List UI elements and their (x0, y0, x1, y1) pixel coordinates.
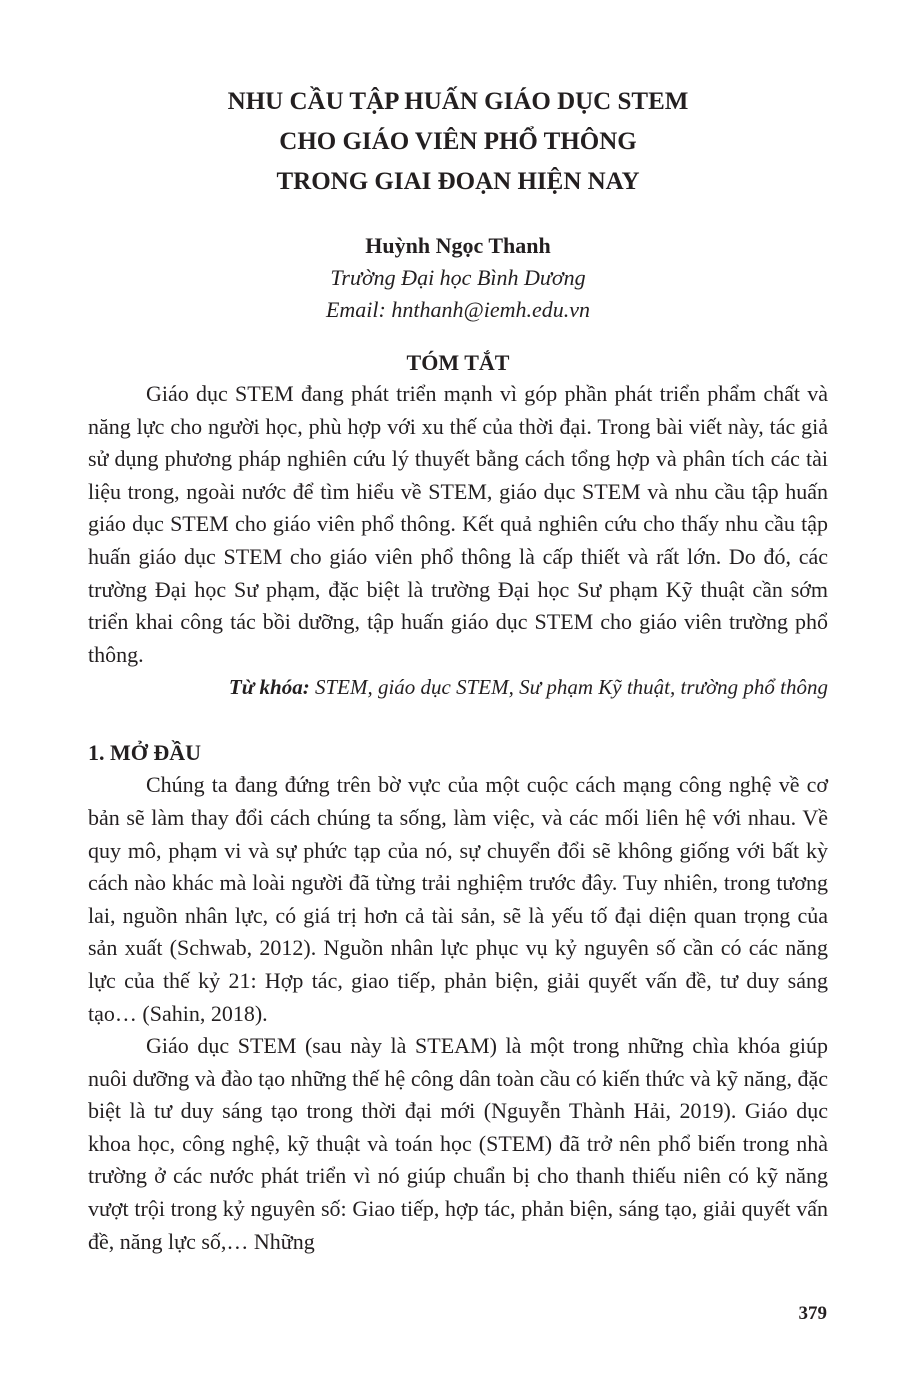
page-content (88, 80, 828, 1258)
title-line-1: NHU CẦU TẬP HUẤN GIÁO DỤC STEM (227, 88, 689, 115)
keywords-line (88, 671, 828, 703)
intro-paragraph-1: Chúng ta đang đứng trên bờ vực của một cuộc cách mạng công nghệ về cơ bản sẽ làm thay đổi cách chúng ta sống, làm việc, và các mối liên hệ với nhau. Về quy mô, phạm vi và sự phức tạp của nó, sự chuyển đổi sẽ không giống với bất kỳ cách nào khác mà loài người đã từng trải nghiệm trước đây. Tuy nhiên, trong tương lai, nguồn nhân lực, có giá trị hơn cả tài sản, sẽ là yếu tố đại diện quan trọng của sản xuất (Schwab, 2012). Nguồn nhân lực phục vụ kỷ nguyên số cần có các năng lực của thế kỷ 21: Hợp tác, giao tiếp, phản biện, giải quyết vấn đề, tư duy sáng tạo… (Sahin, 2018). (88, 772, 828, 1026)
author-block (88, 230, 828, 326)
title-line-2: CHO GIÁO VIÊN PHỔ THÔNG (279, 128, 637, 155)
title-line-3: TRONG GIAI ĐOẠN HIỆN NAY (276, 168, 640, 195)
author-name: Huỳnh Ngọc Thanh (365, 233, 551, 258)
page-number: 379 (798, 1303, 827, 1324)
intro-paragraph-2: Giáo dục STEM (sau này là STEAM) là một trong những chìa khóa giúp nuôi dưỡng và đào tạo những thế hệ công dân toàn cầu có kiến thức và kỹ năng, đặc biệt là tư duy sáng tạo trong thời đại mới (Nguyễn Thành Hải, 2019). Giáo dục khoa học, công nghệ, kỹ thuật và toán học (STEM) đã trở nên phổ biến trong nhà trường ở các nước phát triển vì nó giúp chuẩn bị cho thanh thiếu niên có kỹ năng vượt trội trong kỷ nguyên số: Giao tiếp, hợp tác, phản biện, sáng tạo, giải quyết vấn đề, năng lực số,… Những (88, 1033, 828, 1254)
author-affiliation: Trường Đại học Bình Dương (330, 265, 586, 290)
keywords-label: Từ khóa: (228, 675, 310, 700)
abstract-text: Giáo dục STEM đang phát triển mạnh vì góp phần phát triển phẩm chất và năng lực cho người học, phù hợp với xu thế của thời đại. Trong bài viết này, tác giả sử dụng phương pháp nghiên cứu lý thuyết bằng cách tổng hợp và phân tích các tài liệu trong, ngoài nước để tìm hiểu về STEM, giáo dục STEM và nhu cầu tập huấn giáo dục STEM cho giáo viên phổ thông. Kết quả nghiên cứu cho thấy nhu cầu tập huấn giáo dục STEM cho giáo viên phổ thông là cấp thiết và rất lớn. Do đó, các trường Đại học Sư phạm, đặc biệt là trường Đại học Sư phạm Kỹ thuật cần sớm triển khai công tác bồi dưỡng, tập huấn giáo dục STEM cho giáo viên trường phổ thông. (88, 381, 828, 667)
abstract-heading: TÓM TẮT (406, 350, 510, 375)
section-heading-intro: 1. MỞ ĐẦU (88, 740, 202, 766)
keywords-text: STEM, giáo dục STEM, Sư phạm Kỹ thuật, trường phổ thông (309, 675, 828, 700)
author-email: Email: hnthanh@iemh.edu.vn (325, 297, 591, 322)
paper-title (88, 80, 828, 202)
